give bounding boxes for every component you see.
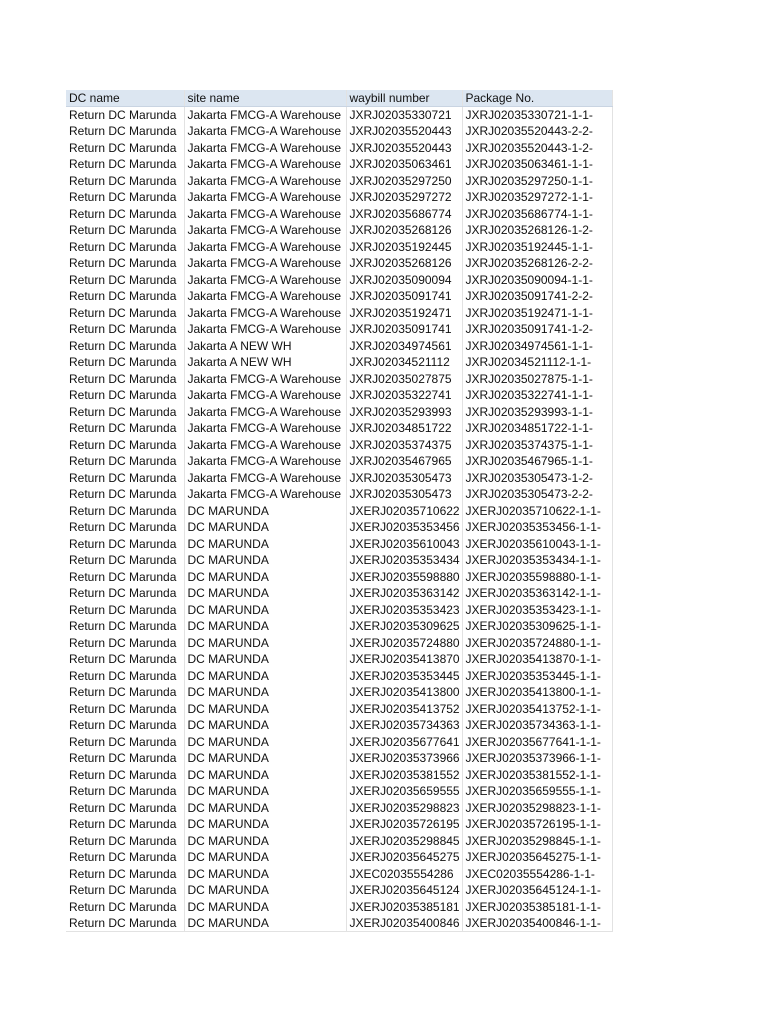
dc-name-cell[interactable]: Return DC Marunda	[66, 173, 184, 190]
waybill-number-cell[interactable]: JXRJ02035027875	[346, 371, 462, 388]
site-name-cell[interactable]: DC MARUNDA	[184, 915, 346, 932]
dc-name-cell[interactable]: Return DC Marunda	[66, 519, 184, 536]
site-name-cell[interactable]: DC MARUNDA	[184, 668, 346, 685]
site-name-cell[interactable]: Jakarta FMCG-A Warehouse	[184, 288, 346, 305]
site-name-cell[interactable]: Jakarta FMCG-A Warehouse	[184, 420, 346, 437]
table-row	[66, 899, 612, 916]
package-no-cell[interactable]: JXRJ02035322741-1-1-	[462, 387, 612, 404]
waybill-number-cell[interactable]: JXRJ02035268126	[346, 255, 462, 272]
waybill-number-cell[interactable]: JXRJ02035090094	[346, 272, 462, 289]
package-no-cell[interactable]: JXERJ02035353423-1-1-	[462, 602, 612, 619]
waybill-number-cell[interactable]: JXRJ02035091741	[346, 288, 462, 305]
waybill-number-cell[interactable]: JXRJ02035305473	[346, 486, 462, 503]
site-name-cell[interactable]: Jakarta FMCG-A Warehouse	[184, 189, 346, 206]
dc-name-cell[interactable]: Return DC Marunda	[66, 453, 184, 470]
table-row	[66, 321, 612, 338]
dc-name-cell[interactable]: Return DC Marunda	[66, 486, 184, 503]
dc-name-cell[interactable]: Return DC Marunda	[66, 750, 184, 767]
dc-name-cell[interactable]: Return DC Marunda	[66, 255, 184, 272]
waybill-number-cell[interactable]: JXRJ02035192445	[346, 239, 462, 256]
table-row	[66, 519, 612, 536]
site-name-cell[interactable]: DC MARUNDA	[184, 552, 346, 569]
waybill-number-cell[interactable]: JXERJ02035363142	[346, 585, 462, 602]
waybill-number-cell[interactable]: JXERJ02035724880	[346, 635, 462, 652]
waybill-table	[66, 90, 613, 932]
table-row	[66, 866, 612, 883]
table-row	[66, 800, 612, 817]
table-row	[66, 387, 612, 404]
dc-name-cell[interactable]: Return DC Marunda	[66, 321, 184, 338]
site-name-cell[interactable]: DC MARUNDA	[184, 849, 346, 866]
dc-name-cell[interactable]: Return DC Marunda	[66, 123, 184, 140]
column-header-dc-name[interactable]: DC name	[66, 90, 184, 107]
table-row	[66, 635, 612, 652]
column-header-waybill-number[interactable]: waybill number	[346, 90, 462, 107]
waybill-number-cell[interactable]: JXRJ02035520443	[346, 140, 462, 157]
table-row	[66, 915, 612, 932]
header-row	[66, 90, 612, 107]
waybill-number-cell[interactable]: JXERJ02035381552	[346, 767, 462, 784]
dc-name-cell[interactable]: Return DC Marunda	[66, 503, 184, 520]
waybill-number-cell[interactable]: JXRJ02035467965	[346, 453, 462, 470]
package-no-cell[interactable]: JXERJ02035353434-1-1-	[462, 552, 612, 569]
waybill-number-cell[interactable]: JXRJ02035268126	[346, 222, 462, 239]
table-row	[66, 206, 612, 223]
waybill-number-cell[interactable]: JXERJ02035353445	[346, 668, 462, 685]
site-name-cell[interactable]: DC MARUNDA	[184, 734, 346, 751]
waybill-number-cell[interactable]: JXERJ02035385181	[346, 899, 462, 916]
dc-name-cell[interactable]: Return DC Marunda	[66, 849, 184, 866]
waybill-number-cell[interactable]: JXRJ02035063461	[346, 156, 462, 173]
table-row	[66, 239, 612, 256]
site-name-cell[interactable]: Jakarta FMCG-A Warehouse	[184, 470, 346, 487]
site-name-cell[interactable]: Jakarta FMCG-A Warehouse	[184, 404, 346, 421]
package-no-cell[interactable]: JXERJ02035724880-1-1-	[462, 635, 612, 652]
package-no-cell[interactable]: JXERJ02035353456-1-1-	[462, 519, 612, 536]
site-name-cell[interactable]: Jakarta FMCG-A Warehouse	[184, 239, 346, 256]
dc-name-cell[interactable]: Return DC Marunda	[66, 470, 184, 487]
table-row	[66, 437, 612, 454]
table-row	[66, 536, 612, 553]
table-row	[66, 651, 612, 668]
package-no-cell[interactable]: JXRJ02035374375-1-1-	[462, 437, 612, 454]
spreadsheet-sheet	[66, 90, 612, 932]
site-name-cell[interactable]: DC MARUNDA	[184, 783, 346, 800]
package-no-cell[interactable]: JXRJ02035686774-1-1-	[462, 206, 612, 223]
table-row	[66, 305, 612, 322]
dc-name-cell[interactable]: Return DC Marunda	[66, 437, 184, 454]
waybill-number-cell[interactable]: JXERJ02035645275	[346, 849, 462, 866]
package-no-cell[interactable]: JXERJ02035677641-1-1-	[462, 734, 612, 751]
site-name-cell[interactable]: Jakarta FMCG-A Warehouse	[184, 206, 346, 223]
site-name-cell[interactable]: DC MARUNDA	[184, 602, 346, 619]
site-name-cell[interactable]: DC MARUNDA	[184, 882, 346, 899]
dc-name-cell[interactable]: Return DC Marunda	[66, 206, 184, 223]
waybill-number-cell[interactable]: JXRJ02035520443	[346, 123, 462, 140]
table-row	[66, 107, 612, 124]
dc-name-cell[interactable]: Return DC Marunda	[66, 602, 184, 619]
package-no-cell[interactable]: JXERJ02035381552-1-1-	[462, 767, 612, 784]
package-no-cell[interactable]: JXRJ02034521112-1-1-	[462, 354, 612, 371]
dc-name-cell[interactable]: Return DC Marunda	[66, 107, 184, 124]
package-no-cell[interactable]: JXERJ02035400846-1-1-	[462, 915, 612, 932]
table-row	[66, 750, 612, 767]
dc-name-cell[interactable]: Return DC Marunda	[66, 816, 184, 833]
dc-name-cell[interactable]: Return DC Marunda	[66, 189, 184, 206]
package-no-cell[interactable]: JXERJ02035363142-1-1-	[462, 585, 612, 602]
site-name-cell[interactable]: Jakarta FMCG-A Warehouse	[184, 437, 346, 454]
table-row	[66, 173, 612, 190]
waybill-number-cell[interactable]: JXERJ02035298845	[346, 833, 462, 850]
package-no-cell[interactable]: JXERJ02035309625-1-1-	[462, 618, 612, 635]
table-row	[66, 404, 612, 421]
table-row	[66, 255, 612, 272]
package-no-cell[interactable]: JXRJ02035192445-1-1-	[462, 239, 612, 256]
site-name-cell[interactable]: DC MARUNDA	[184, 503, 346, 520]
package-no-cell[interactable]: JXERJ02035645124-1-1-	[462, 882, 612, 899]
waybill-number-cell[interactable]: JXERJ02035659555	[346, 783, 462, 800]
table-row	[66, 371, 612, 388]
table-row	[66, 222, 612, 239]
site-name-cell[interactable]: Jakarta FMCG-A Warehouse	[184, 173, 346, 190]
waybill-number-cell[interactable]: JXRJ02035293993	[346, 404, 462, 421]
package-no-cell[interactable]: JXRJ02035330721-1-1-	[462, 107, 612, 124]
dc-name-cell[interactable]: Return DC Marunda	[66, 618, 184, 635]
waybill-number-cell[interactable]: JXERJ02035298823	[346, 800, 462, 817]
package-no-cell[interactable]: JXRJ02035268126-2-2-	[462, 255, 612, 272]
site-name-cell[interactable]: DC MARUNDA	[184, 717, 346, 734]
package-no-cell[interactable]: JXRJ02035297250-1-1-	[462, 173, 612, 190]
site-name-cell[interactable]: Jakarta FMCG-A Warehouse	[184, 272, 346, 289]
table-row	[66, 569, 612, 586]
waybill-number-cell[interactable]: JXERJ02035400846	[346, 915, 462, 932]
site-name-cell[interactable]: DC MARUNDA	[184, 651, 346, 668]
table-row	[66, 156, 612, 173]
waybill-number-cell[interactable]: JXERJ02035645124	[346, 882, 462, 899]
table-row	[66, 833, 612, 850]
site-name-cell[interactable]: Jakarta A NEW WH	[184, 338, 346, 355]
waybill-number-cell[interactable]: JXEC02035554286	[346, 866, 462, 883]
waybill-number-cell[interactable]: JXERJ02035598880	[346, 569, 462, 586]
table-row	[66, 470, 612, 487]
package-no-cell[interactable]: JXRJ02035467965-1-1-	[462, 453, 612, 470]
table-row	[66, 552, 612, 569]
waybill-number-cell[interactable]: JXRJ02035322741	[346, 387, 462, 404]
table-row	[66, 816, 612, 833]
package-no-cell[interactable]: JXERJ02035610043-1-1-	[462, 536, 612, 553]
waybill-number-cell[interactable]: JXRJ02035192471	[346, 305, 462, 322]
package-no-cell[interactable]: JXERJ02035726195-1-1-	[462, 816, 612, 833]
table-row	[66, 767, 612, 784]
dc-name-cell[interactable]: Return DC Marunda	[66, 239, 184, 256]
dc-name-cell[interactable]: Return DC Marunda	[66, 288, 184, 305]
package-no-cell[interactable]: JXERJ02035645275-1-1-	[462, 849, 612, 866]
site-name-cell[interactable]: Jakarta FMCG-A Warehouse	[184, 387, 346, 404]
waybill-number-cell[interactable]: JXRJ02035374375	[346, 437, 462, 454]
dc-name-cell[interactable]: Return DC Marunda	[66, 783, 184, 800]
dc-name-cell[interactable]: Return DC Marunda	[66, 767, 184, 784]
waybill-number-cell[interactable]: JXRJ02035305473	[346, 470, 462, 487]
dc-name-cell[interactable]: Return DC Marunda	[66, 338, 184, 355]
site-name-cell[interactable]: Jakarta FMCG-A Warehouse	[184, 371, 346, 388]
site-name-cell[interactable]: DC MARUNDA	[184, 701, 346, 718]
site-name-cell[interactable]: Jakarta FMCG-A Warehouse	[184, 305, 346, 322]
package-no-cell[interactable]: JXRJ02035305473-2-2-	[462, 486, 612, 503]
dc-name-cell[interactable]: Return DC Marunda	[66, 371, 184, 388]
table-row	[66, 734, 612, 751]
package-no-cell[interactable]: JXEC02035554286-1-1-	[462, 866, 612, 883]
table-row	[66, 338, 612, 355]
package-no-cell[interactable]: JXERJ02035710622-1-1-	[462, 503, 612, 520]
package-no-cell[interactable]: JXERJ02035413870-1-1-	[462, 651, 612, 668]
dc-name-cell[interactable]: Return DC Marunda	[66, 272, 184, 289]
package-no-cell[interactable]: JXRJ02035063461-1-1-	[462, 156, 612, 173]
dc-name-cell[interactable]: Return DC Marunda	[66, 552, 184, 569]
table-row	[66, 453, 612, 470]
table-row	[66, 849, 612, 866]
waybill-number-cell[interactable]: JXERJ02035726195	[346, 816, 462, 833]
waybill-number-cell[interactable]: JXERJ02035353423	[346, 602, 462, 619]
site-name-cell[interactable]: Jakarta A NEW WH	[184, 354, 346, 371]
site-name-cell[interactable]: DC MARUNDA	[184, 519, 346, 536]
table-row	[66, 354, 612, 371]
site-name-cell[interactable]: DC MARUNDA	[184, 585, 346, 602]
table-row	[66, 486, 612, 503]
table-row	[66, 189, 612, 206]
site-name-cell[interactable]: Jakarta FMCG-A Warehouse	[184, 140, 346, 157]
site-name-cell[interactable]: DC MARUNDA	[184, 899, 346, 916]
package-no-cell[interactable]: JXRJ02035297272-1-1-	[462, 189, 612, 206]
package-no-cell[interactable]: JXERJ02035298845-1-1-	[462, 833, 612, 850]
dc-name-cell[interactable]: Return DC Marunda	[66, 800, 184, 817]
waybill-number-cell[interactable]: JXERJ02035734363	[346, 717, 462, 734]
site-name-cell[interactable]: Jakarta FMCG-A Warehouse	[184, 156, 346, 173]
site-name-cell[interactable]: Jakarta FMCG-A Warehouse	[184, 486, 346, 503]
table-row	[66, 140, 612, 157]
site-name-cell[interactable]: DC MARUNDA	[184, 684, 346, 701]
package-no-cell[interactable]: JXERJ02035413800-1-1-	[462, 684, 612, 701]
waybill-number-cell[interactable]: JXRJ02035330721	[346, 107, 462, 124]
site-name-cell[interactable]: DC MARUNDA	[184, 866, 346, 883]
site-name-cell[interactable]: DC MARUNDA	[184, 833, 346, 850]
package-no-cell[interactable]: JXRJ02035090094-1-1-	[462, 272, 612, 289]
waybill-number-cell[interactable]: JXERJ02035413800	[346, 684, 462, 701]
dc-name-cell[interactable]: Return DC Marunda	[66, 684, 184, 701]
dc-name-cell[interactable]: Return DC Marunda	[66, 387, 184, 404]
package-no-cell[interactable]: JXERJ02035598880-1-1-	[462, 569, 612, 586]
package-no-cell[interactable]: JXRJ02035293993-1-1-	[462, 404, 612, 421]
waybill-number-cell[interactable]: JXRJ02035686774	[346, 206, 462, 223]
package-no-cell[interactable]: JXERJ02035413752-1-1-	[462, 701, 612, 718]
dc-name-cell[interactable]: Return DC Marunda	[66, 404, 184, 421]
site-name-cell[interactable]: Jakarta FMCG-A Warehouse	[184, 123, 346, 140]
site-name-cell[interactable]: Jakarta FMCG-A Warehouse	[184, 453, 346, 470]
table-row	[66, 717, 612, 734]
package-no-cell[interactable]: JXERJ02035385181-1-1-	[462, 899, 612, 916]
package-no-cell[interactable]: JXERJ02035659555-1-1-	[462, 783, 612, 800]
site-name-cell[interactable]: DC MARUNDA	[184, 536, 346, 553]
table-row	[66, 503, 612, 520]
site-name-cell[interactable]: Jakarta FMCG-A Warehouse	[184, 321, 346, 338]
package-no-cell[interactable]: JXERJ02035353445-1-1-	[462, 668, 612, 685]
package-no-cell[interactable]: JXRJ02035091741-1-2-	[462, 321, 612, 338]
site-name-cell[interactable]: DC MARUNDA	[184, 618, 346, 635]
waybill-number-cell[interactable]: JXERJ02035610043	[346, 536, 462, 553]
dc-name-cell[interactable]: Return DC Marunda	[66, 882, 184, 899]
table-row	[66, 684, 612, 701]
table-row	[66, 668, 612, 685]
site-name-cell[interactable]: DC MARUNDA	[184, 635, 346, 652]
package-no-cell[interactable]: JXRJ02035520443-1-2-	[462, 140, 612, 157]
package-no-cell[interactable]: JXRJ02035091741-2-2-	[462, 288, 612, 305]
table-row	[66, 288, 612, 305]
dc-name-cell[interactable]: Return DC Marunda	[66, 833, 184, 850]
site-name-cell[interactable]: Jakarta FMCG-A Warehouse	[184, 255, 346, 272]
dc-name-cell[interactable]: Return DC Marunda	[66, 569, 184, 586]
table-row	[66, 123, 612, 140]
dc-name-cell[interactable]: Return DC Marunda	[66, 420, 184, 437]
table-row	[66, 783, 612, 800]
dc-name-cell[interactable]: Return DC Marunda	[66, 140, 184, 157]
waybill-number-cell[interactable]: JXRJ02034521112	[346, 354, 462, 371]
waybill-number-cell[interactable]: JXRJ02035091741	[346, 321, 462, 338]
table-row	[66, 618, 612, 635]
waybill-number-cell[interactable]: JXERJ02035373966	[346, 750, 462, 767]
waybill-number-cell[interactable]: JXERJ02035413752	[346, 701, 462, 718]
dc-name-cell[interactable]: Return DC Marunda	[66, 717, 184, 734]
site-name-cell[interactable]: DC MARUNDA	[184, 800, 346, 817]
dc-name-cell[interactable]: Return DC Marunda	[66, 354, 184, 371]
package-no-cell[interactable]: JXERJ02035298823-1-1-	[462, 800, 612, 817]
dc-name-cell[interactable]: Return DC Marunda	[66, 305, 184, 322]
waybill-number-cell[interactable]: JXERJ02035353434	[346, 552, 462, 569]
column-header-package-no[interactable]: Package No.	[462, 90, 612, 107]
waybill-number-cell[interactable]: JXRJ02035297272	[346, 189, 462, 206]
table-row	[66, 602, 612, 619]
dc-name-cell[interactable]: Return DC Marunda	[66, 668, 184, 685]
dc-name-cell[interactable]: Return DC Marunda	[66, 734, 184, 751]
package-no-cell[interactable]: JXRJ02035192471-1-1-	[462, 305, 612, 322]
dc-name-cell[interactable]: Return DC Marunda	[66, 156, 184, 173]
waybill-number-cell[interactable]: JXRJ02034974561	[346, 338, 462, 355]
column-header-site-name[interactable]: site name	[184, 90, 346, 107]
dc-name-cell[interactable]: Return DC Marunda	[66, 222, 184, 239]
waybill-number-cell[interactable]: JXERJ02035413870	[346, 651, 462, 668]
package-no-cell[interactable]: JXRJ02035305473-1-2-	[462, 470, 612, 487]
table-row	[66, 701, 612, 718]
package-no-cell[interactable]: JXERJ02035373966-1-1-	[462, 750, 612, 767]
site-name-cell[interactable]: Jakarta FMCG-A Warehouse	[184, 222, 346, 239]
waybill-number-cell[interactable]: JXRJ02034851722	[346, 420, 462, 437]
waybill-number-cell[interactable]: JXERJ02035309625	[346, 618, 462, 635]
dc-name-cell[interactable]: Return DC Marunda	[66, 701, 184, 718]
package-no-cell[interactable]: JXRJ02035268126-1-2-	[462, 222, 612, 239]
package-no-cell[interactable]: JXERJ02035734363-1-1-	[462, 717, 612, 734]
waybill-number-cell[interactable]: JXERJ02035677641	[346, 734, 462, 751]
site-name-cell[interactable]: Jakarta FMCG-A Warehouse	[184, 107, 346, 124]
table-row	[66, 420, 612, 437]
package-no-cell[interactable]: JXRJ02034851722-1-1-	[462, 420, 612, 437]
site-name-cell[interactable]: DC MARUNDA	[184, 816, 346, 833]
waybill-number-cell[interactable]: JXERJ02035710622	[346, 503, 462, 520]
waybill-number-cell[interactable]: JXRJ02035297250	[346, 173, 462, 190]
table-row	[66, 585, 612, 602]
waybill-number-cell[interactable]: JXERJ02035353456	[346, 519, 462, 536]
table-row	[66, 272, 612, 289]
dc-name-cell[interactable]: Return DC Marunda	[66, 915, 184, 932]
table-body	[66, 107, 612, 932]
dc-name-cell[interactable]: Return DC Marunda	[66, 585, 184, 602]
dc-name-cell[interactable]: Return DC Marunda	[66, 536, 184, 553]
package-no-cell[interactable]: JXRJ02034974561-1-1-	[462, 338, 612, 355]
table-row	[66, 882, 612, 899]
dc-name-cell[interactable]: Return DC Marunda	[66, 635, 184, 652]
package-no-cell[interactable]: JXRJ02035027875-1-1-	[462, 371, 612, 388]
site-name-cell[interactable]: DC MARUNDA	[184, 767, 346, 784]
site-name-cell[interactable]: DC MARUNDA	[184, 750, 346, 767]
dc-name-cell[interactable]: Return DC Marunda	[66, 899, 184, 916]
dc-name-cell[interactable]: Return DC Marunda	[66, 651, 184, 668]
dc-name-cell[interactable]: Return DC Marunda	[66, 866, 184, 883]
site-name-cell[interactable]: DC MARUNDA	[184, 569, 346, 586]
package-no-cell[interactable]: JXRJ02035520443-2-2-	[462, 123, 612, 140]
